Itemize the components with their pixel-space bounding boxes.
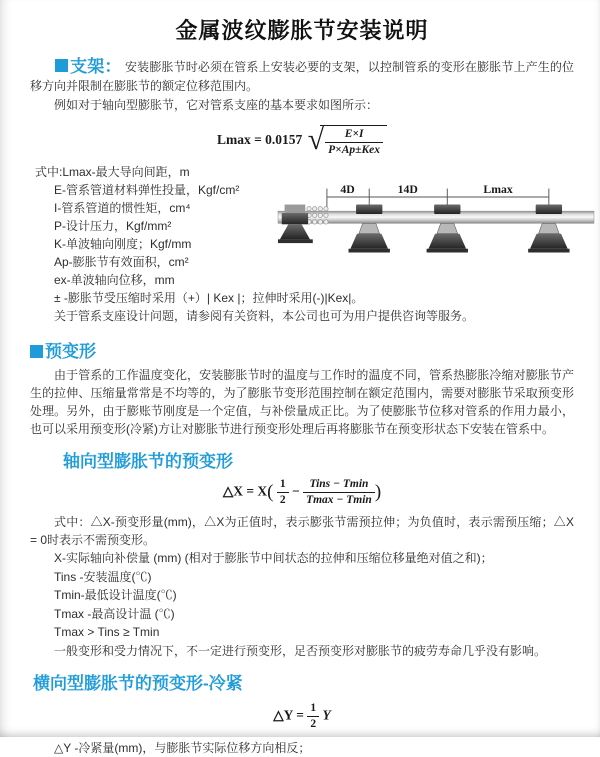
one-half-fraction: $\frac{1}{2}$ (307, 702, 319, 731)
definition-item: E-管系管道材料弹性投量，Kgf/cm² (54, 183, 240, 197)
lateral-predeform-heading: 横向型膨胀节的预变形-冷紧 (33, 674, 243, 693)
definition-item: Tmin-最低设计温度(℃) (54, 588, 177, 602)
support-example-line: 例如对于轴向型膨胀节，它对管系支座的基本要求如图所示： (54, 98, 379, 112)
pipe-support-diagram (278, 179, 594, 263)
axial-predeform-formula (30, 478, 574, 507)
consulting-note: 关于管系支座设计问题，请参阅有关资料，本公司也可为用户提供咨询等服务。 (54, 309, 475, 323)
axial-definitions (30, 549, 574, 660)
definition-item: Tmax > Tins ≥ Tmin (54, 625, 160, 639)
dim-label-14d: 14D (397, 183, 418, 197)
formula-lhs: Lmax = 0.0157 (216, 132, 303, 148)
predeform-heading-row (30, 337, 574, 362)
lateral-predeform-formula (30, 702, 574, 731)
formula-denominator: P×Ap±Kex (328, 144, 380, 156)
sqrt-radicand (320, 125, 387, 157)
left-paren: ( (267, 481, 274, 503)
formula-rhs: Y (322, 707, 331, 723)
minus-sign: − (292, 483, 300, 499)
definition-item: Tmax -最高设计温 (℃) (54, 606, 175, 621)
formula-numerator: E×I (325, 128, 383, 143)
dim-label-4d: 4D (340, 183, 355, 197)
predeform-heading: 预变形 (45, 342, 96, 361)
axial-predeform-heading: 轴向型膨胀节的预变形 (63, 452, 233, 471)
sign-convention-note: ± -膨胀节受压缩时采用（+）| Kex |；拉伸时采用(-)|Kex|。 (54, 291, 364, 305)
temperature-fraction: $\frac{\text{Tins − Tmin}}{Tmax - Tmin}$ (303, 478, 375, 507)
definition-item: 式中:Lmax-最大导向间距，m (35, 165, 190, 179)
support-definitions (30, 163, 278, 289)
predeform-paragraph: 由于管系的工作温度变化，安装膨胀节时的温度与工作时的温度不同，管系热膨胀冷缩对膨胀节产生的拉伸、压缩量常常是不均等的，为了膨胀节变形范围控制在额定范围内，需要对膨胀节采取预变形处理。另外，由于膨账节刚度是一个定值，与补偿量成正比。为了使膨胀节位移对管系的作用力最小，也可以采用预变形(冷紧)方让对膨胀节进行预变形处理后再将膨胀节在预变形状态下安装在管系中。 (30, 368, 574, 436)
definitions-and-diagram (30, 163, 574, 289)
definition-item: Ap-膨胀节有效面积，cm² (54, 255, 189, 269)
support-heading: 支架： (70, 57, 122, 76)
axial-formula-explanation: 式中：△X-预变形量(mm)，△X为正值时，表示膨张节需预拉伸；为负值时，表示需预压缩；△X = 0时表示不需预变形。 (30, 515, 574, 547)
dim-label-lmax: Lmax (483, 183, 513, 197)
diagram-container (278, 163, 594, 289)
section-marker-icon (30, 345, 43, 358)
definition-item: ex-单波轴向位移，mm (54, 273, 175, 287)
page-title: 金属波纹膨胀节安装说明 (175, 18, 429, 43)
right-paren: ) (374, 481, 382, 503)
axial-note: 一般变形和受力情况下，不一定进行预变形，足否预变形对膨胀节的疲劳寿命几乎没有影响。 (54, 643, 547, 658)
section-marker-icon (55, 59, 68, 72)
definition-item: P-设计压力，Kgf/mm² (54, 219, 172, 233)
sqrt-symbol: √ (307, 123, 325, 156)
support-intro-paragraph (30, 57, 574, 96)
definition-item: I-管系管道的惯性矩，cm⁴ (54, 201, 191, 215)
support-intro-text: 安装膨胀节时必须在管系上安装必要的支架，以控制管系的变形在膨胀节上产生的位移方向并限制在膨胀节的额定位移范围内。 (30, 60, 575, 93)
formula-lhs: △X = X (222, 483, 268, 499)
formula-lhs: △Y = (273, 707, 304, 723)
definition-item: X-实际轴向补偿量 (mm) (相对于膨胀节中间状态的拉伸和压缩位移量绝对值之和)； (54, 551, 493, 565)
lateral-note: △Y -冷紧量(mm)，与膨胀节实际位移方向相反； (54, 741, 311, 755)
definition-item: Tins -安装温度(℃) (54, 569, 152, 584)
definition-item: K-单波轴向刚度；Kgf/mm (54, 237, 192, 251)
one-half-fraction: $\frac{1}{2}$ (277, 478, 289, 507)
guide-spacing-formula (30, 124, 574, 158)
